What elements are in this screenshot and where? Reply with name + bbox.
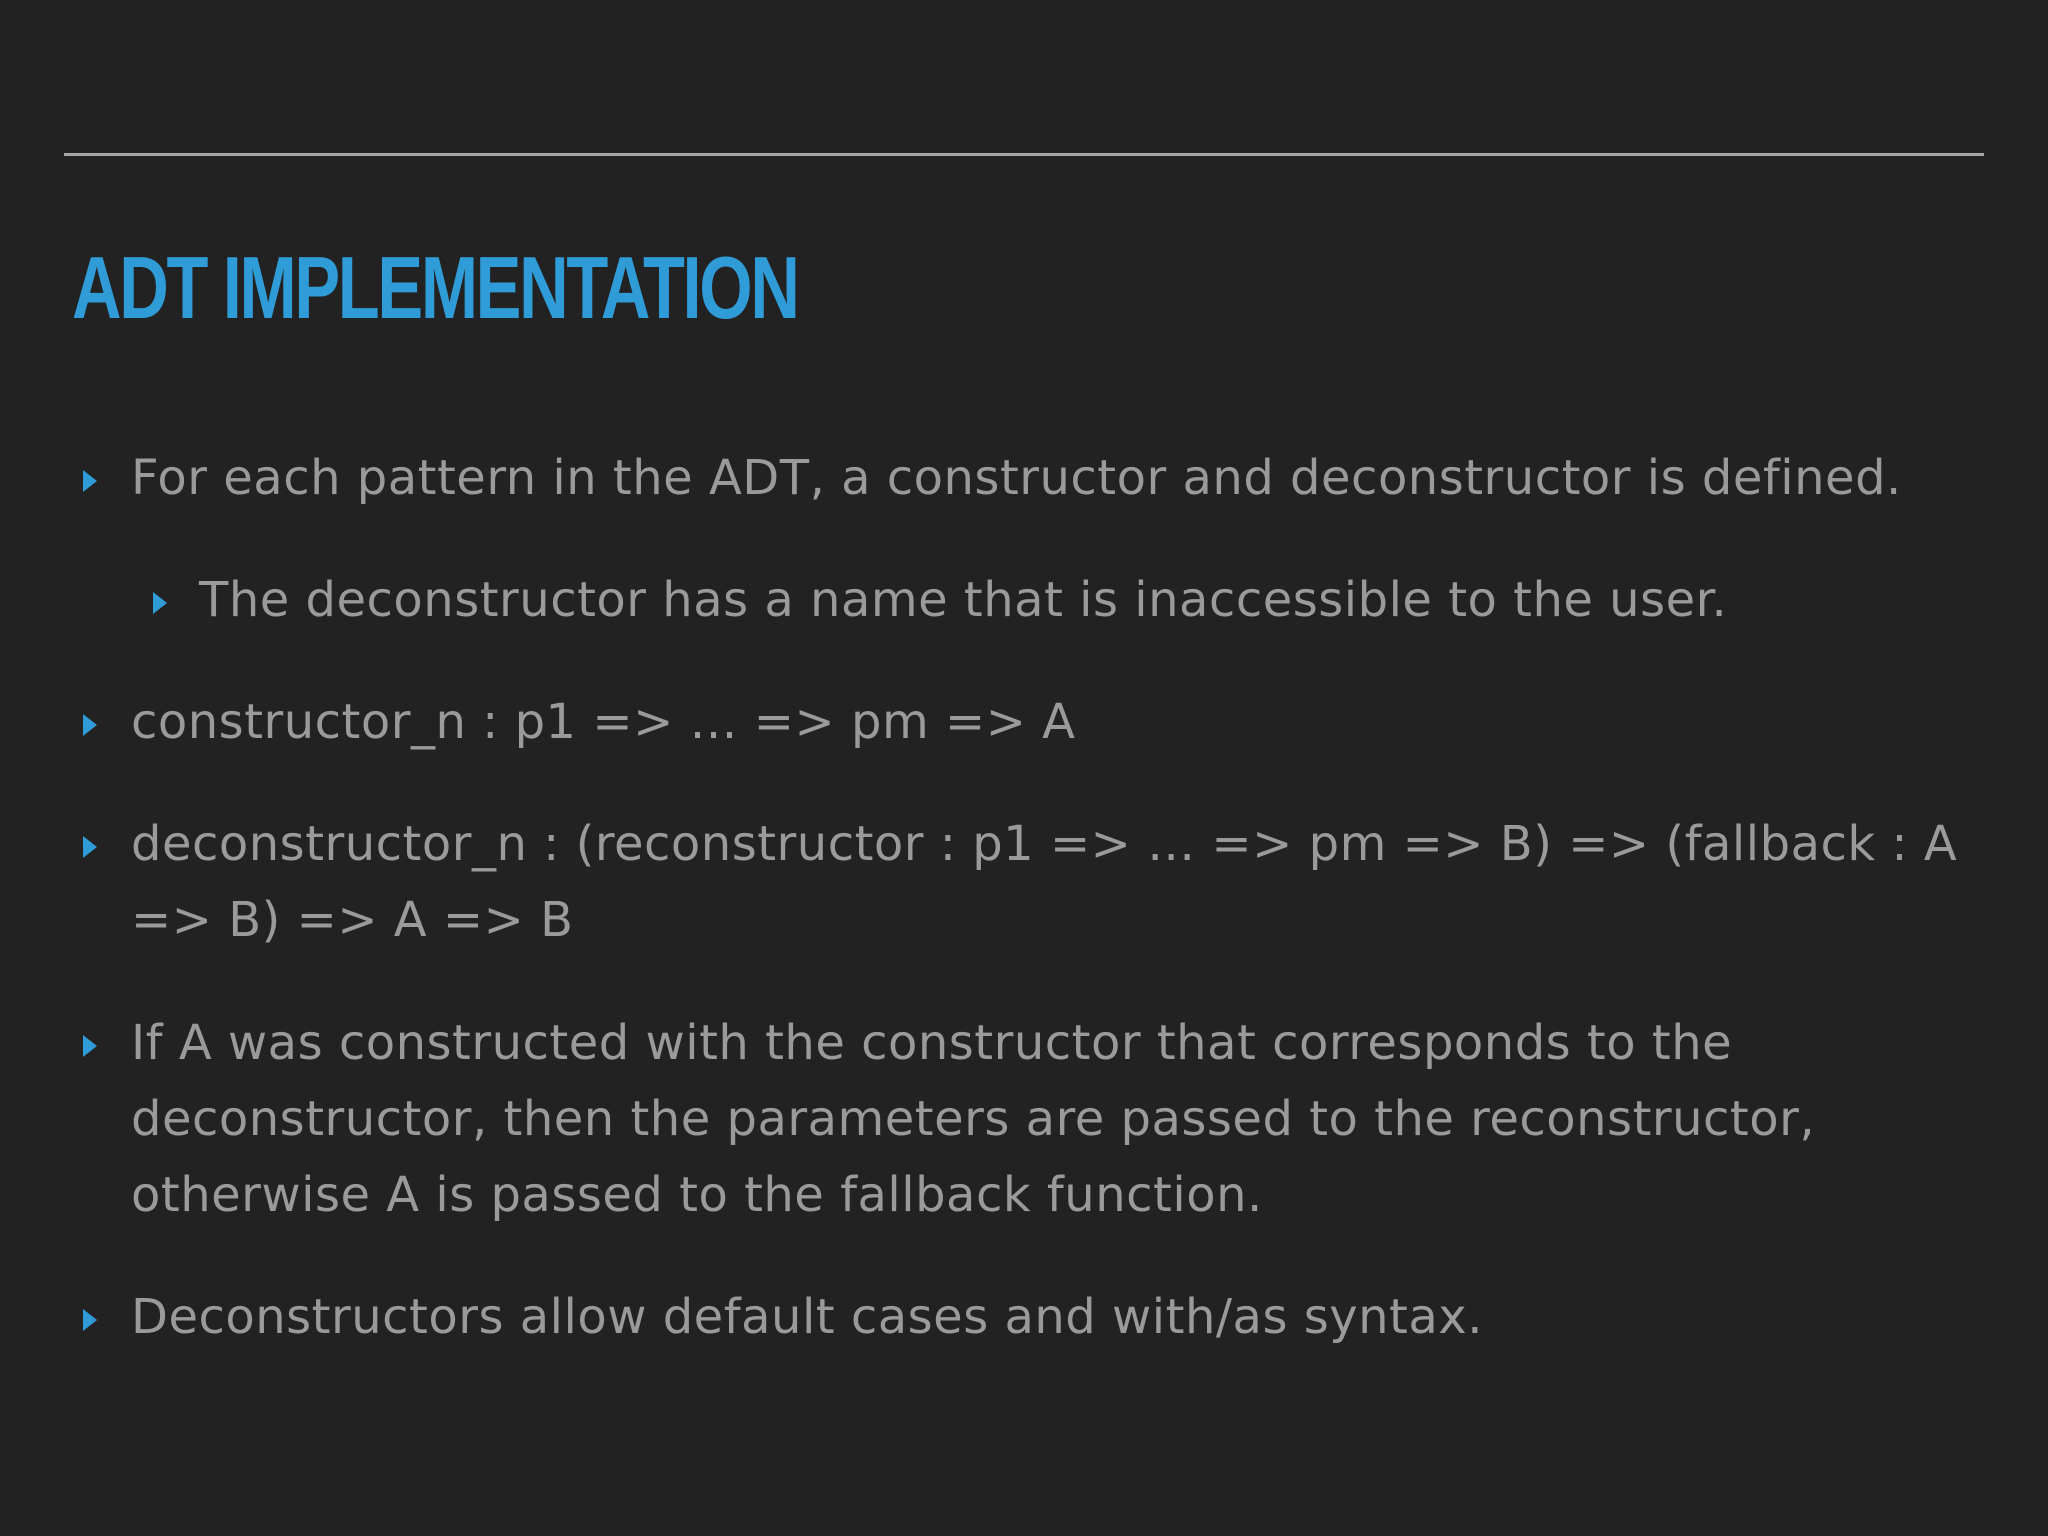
triangle-right-icon: [83, 836, 97, 858]
triangle-right-icon: [83, 714, 97, 736]
bullet-text: Deconstructors allow default cases and with/as syntax.: [131, 1289, 1483, 1345]
triangle-right-icon: [83, 1035, 97, 1057]
bullet-item: [131, 440, 2001, 516]
bullet-text: The deconstructor has a name that is inaccessible to the user.: [199, 572, 1728, 628]
bullet-text: constructor_n : p1 => … => pm => A: [131, 694, 1076, 750]
bullet-item: [131, 1005, 2001, 1233]
triangle-right-icon: [83, 470, 97, 492]
bullet-item: [131, 684, 2001, 760]
slide-title: ADT IMPLEMENTATION: [72, 238, 798, 337]
bullet-text: deconstructor_n : (reconstructor : p1 => … => pm => B) => (fallback : A => B) => A => B: [131, 816, 1958, 948]
bullet-item: [131, 1279, 2001, 1355]
bullet-item: [131, 806, 2011, 958]
bullet-text: If A was constructed with the constructor that corresponds to the deconstructor, then the parameters are passed to the reconstructor, otherwise A is passed to the fallback function.: [131, 1015, 1816, 1223]
triangle-right-icon: [153, 592, 167, 614]
sub-bullet-item: [199, 562, 1989, 638]
bullet-text: For each pattern in the ADT, a constructor and deconstructor is defined.: [131, 450, 1902, 506]
triangle-right-icon: [83, 1309, 97, 1331]
top-divider: [64, 153, 1984, 156]
